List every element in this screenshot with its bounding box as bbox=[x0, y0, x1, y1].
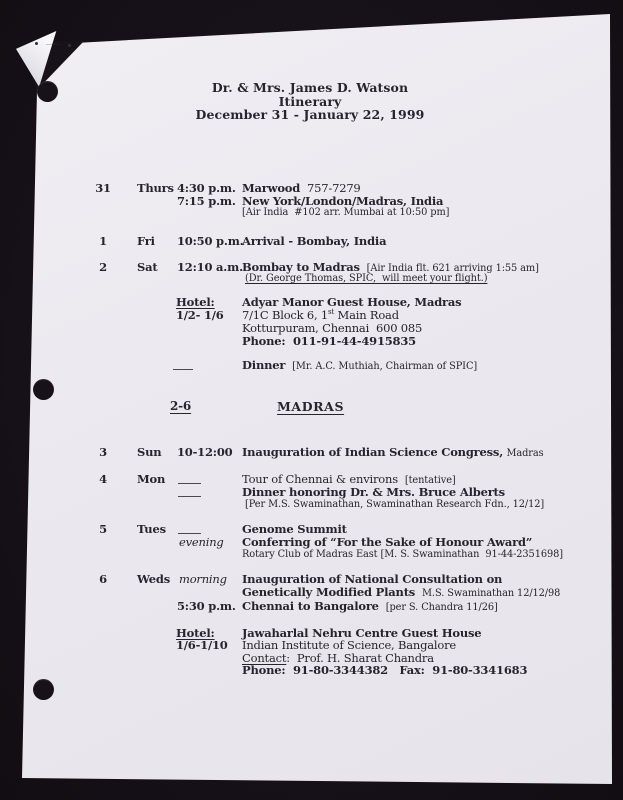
row-jan6-line3 bbox=[0, 599, 623, 613]
event bbox=[242, 260, 539, 274]
hotel-address: Indian Institute of Science, Bangalore bbox=[242, 638, 457, 652]
event bbox=[242, 472, 456, 486]
day-number: 2 bbox=[99, 260, 107, 274]
row-jan5-line3 bbox=[0, 549, 623, 563]
time: 4:30 p.m. bbox=[177, 181, 236, 195]
event-note: M.S. Swaminathan 12/12/98 bbox=[422, 588, 561, 599]
hotel-label: Hotel: bbox=[176, 626, 215, 640]
row-dec31-line3 bbox=[0, 207, 623, 221]
event-title: Tour of Chennai & environs bbox=[242, 472, 398, 486]
hotel-name: Jawaharlal Nehru Centre Guest House bbox=[242, 626, 482, 640]
greeting-note: (Dr. George Thomas, SPIC, will meet your flight.) bbox=[245, 273, 488, 284]
event-note: [per S. Chandra 11/26] bbox=[385, 602, 498, 613]
time: 12:10 a.m. bbox=[177, 260, 243, 274]
section-city: MADRAS bbox=[277, 399, 345, 414]
hotel-madras-line3 bbox=[0, 321, 623, 335]
day-of-week: Thurs bbox=[137, 181, 174, 195]
event bbox=[242, 599, 498, 613]
event bbox=[242, 585, 560, 599]
hotel-bangalore-line2 bbox=[0, 638, 623, 652]
hotel-address1 bbox=[242, 308, 399, 322]
day-number: 31 bbox=[95, 181, 111, 195]
day-number: 6 bbox=[99, 572, 107, 586]
row-jan5-line1 bbox=[0, 522, 623, 536]
time: 10:50 p.m. bbox=[177, 234, 244, 248]
time-of-day: evening bbox=[179, 535, 224, 549]
row-dinner-jan2 bbox=[0, 358, 623, 372]
section-dates: 2-6 bbox=[170, 399, 192, 413]
time: 10-12:00 bbox=[177, 445, 233, 459]
event-note: Madras bbox=[506, 448, 544, 459]
blank-time-line bbox=[178, 481, 201, 484]
row-jan4-line2 bbox=[0, 485, 623, 499]
event-title: Arrival - Bombay, India bbox=[242, 234, 387, 248]
day-of-week: Sun bbox=[137, 445, 162, 459]
day-of-week: Fri bbox=[137, 234, 155, 248]
day-number: 5 bbox=[99, 522, 107, 536]
event bbox=[242, 358, 477, 372]
day-number: 3 bbox=[99, 445, 107, 459]
hotel-address2: Kotturpuram, Chennai 600 085 bbox=[242, 321, 423, 335]
hotel-madras-line1 bbox=[0, 295, 623, 309]
flight-note: [Air India #102 arr. Mumbai at 10:50 pm] bbox=[242, 207, 450, 218]
hotel-label: Hotel: bbox=[176, 295, 215, 309]
row-dec31-line1 bbox=[0, 181, 623, 195]
event-title: Conferring of “For the Sake of Honour Award” bbox=[242, 535, 533, 549]
document-title bbox=[110, 81, 510, 122]
event-title: Marwood bbox=[242, 181, 301, 195]
day-of-week: Tues bbox=[137, 522, 166, 536]
hotel-phone: Phone: 011-91-44-4915835 bbox=[242, 334, 416, 348]
hotel-name: Adyar Manor Guest House, Madras bbox=[242, 295, 462, 309]
time-of-day: morning bbox=[179, 572, 227, 586]
row-jan6-line2 bbox=[0, 585, 623, 599]
day-of-week: Sat bbox=[137, 260, 158, 274]
address-text: 7/1C Block 6, 1 bbox=[242, 308, 329, 322]
event-note: Rotary Club of Madras East [M. S. Swaminathan 91-44-2351698] bbox=[242, 549, 563, 560]
flight-note: [Air India flt. 621 arriving 1:55 am] bbox=[366, 263, 539, 274]
title-subtitle: Itinerary bbox=[278, 93, 342, 109]
row-jan5-line2 bbox=[0, 535, 623, 549]
time: 5:30 p.m. bbox=[177, 599, 236, 613]
title-name: Dr. & Mrs. James D. Watson bbox=[211, 80, 409, 95]
row-jan6-line1 bbox=[0, 572, 623, 586]
event-title: Inauguration of National Consultation on bbox=[242, 572, 503, 586]
event-note: [tentative] bbox=[404, 475, 456, 486]
address-text: Main Road bbox=[334, 308, 399, 322]
row-jan2-line2 bbox=[0, 273, 623, 287]
day-number: 4 bbox=[99, 472, 107, 486]
event-title: Genetically Modified Plants bbox=[242, 585, 416, 599]
section-header-madras bbox=[0, 399, 623, 413]
event bbox=[242, 181, 361, 195]
hotel-madras-line4 bbox=[0, 334, 623, 348]
day-of-week: Mon bbox=[137, 472, 166, 486]
row-jan4-line3 bbox=[0, 499, 623, 513]
day-of-week: Weds bbox=[137, 572, 171, 586]
row-jan3 bbox=[0, 445, 623, 459]
contact-label: Contact bbox=[242, 651, 287, 665]
event-title: Bombay to Madras bbox=[242, 260, 360, 274]
hotel-bangalore-line4 bbox=[0, 663, 623, 677]
hotel-dates: 1/2- 1/6 bbox=[176, 308, 224, 322]
blank-time-line bbox=[178, 531, 201, 534]
event-title: Dinner honoring Dr. & Mrs. Bruce Alberts bbox=[242, 485, 505, 499]
event-note: [Mr. A.C. Muthiah, Chairman of SPIC] bbox=[292, 361, 478, 372]
blank-time-line bbox=[173, 367, 193, 370]
event bbox=[242, 445, 544, 459]
row-jan4-line1 bbox=[0, 472, 623, 486]
contact-name: : Prof. H. Sharat Chandra bbox=[286, 651, 434, 665]
blank-time-line bbox=[178, 494, 201, 497]
row-jan2-line1 bbox=[0, 260, 623, 274]
row-dec31-line2 bbox=[0, 194, 623, 208]
event-note: [Per M.S. Swaminathan, Swaminathan Research Fdn., 12/12] bbox=[245, 499, 545, 510]
hotel-madras-line2 bbox=[0, 308, 623, 322]
event-title: New York/London/Madras, India bbox=[242, 194, 444, 208]
event-title: Genome Summit bbox=[242, 522, 347, 536]
event-title: Chennai to Bangalore bbox=[242, 599, 379, 613]
ordinal-superscript: st bbox=[328, 308, 335, 317]
day-number: 1 bbox=[99, 234, 107, 248]
hotel-phone: Phone: 91-80-3344382 Fax: 91-80-3341683 bbox=[242, 663, 528, 677]
title-dates: December 31 - January 22, 1999 bbox=[195, 107, 425, 122]
phone-number: 757-7279 bbox=[307, 181, 361, 195]
event-title: Dinner bbox=[242, 358, 286, 372]
hotel-dates: 1/6-1/10 bbox=[176, 638, 228, 652]
event-title: Inauguration of Indian Science Congress, bbox=[242, 445, 503, 459]
time: 7:15 p.m. bbox=[177, 194, 236, 208]
row-jan1 bbox=[0, 234, 623, 248]
